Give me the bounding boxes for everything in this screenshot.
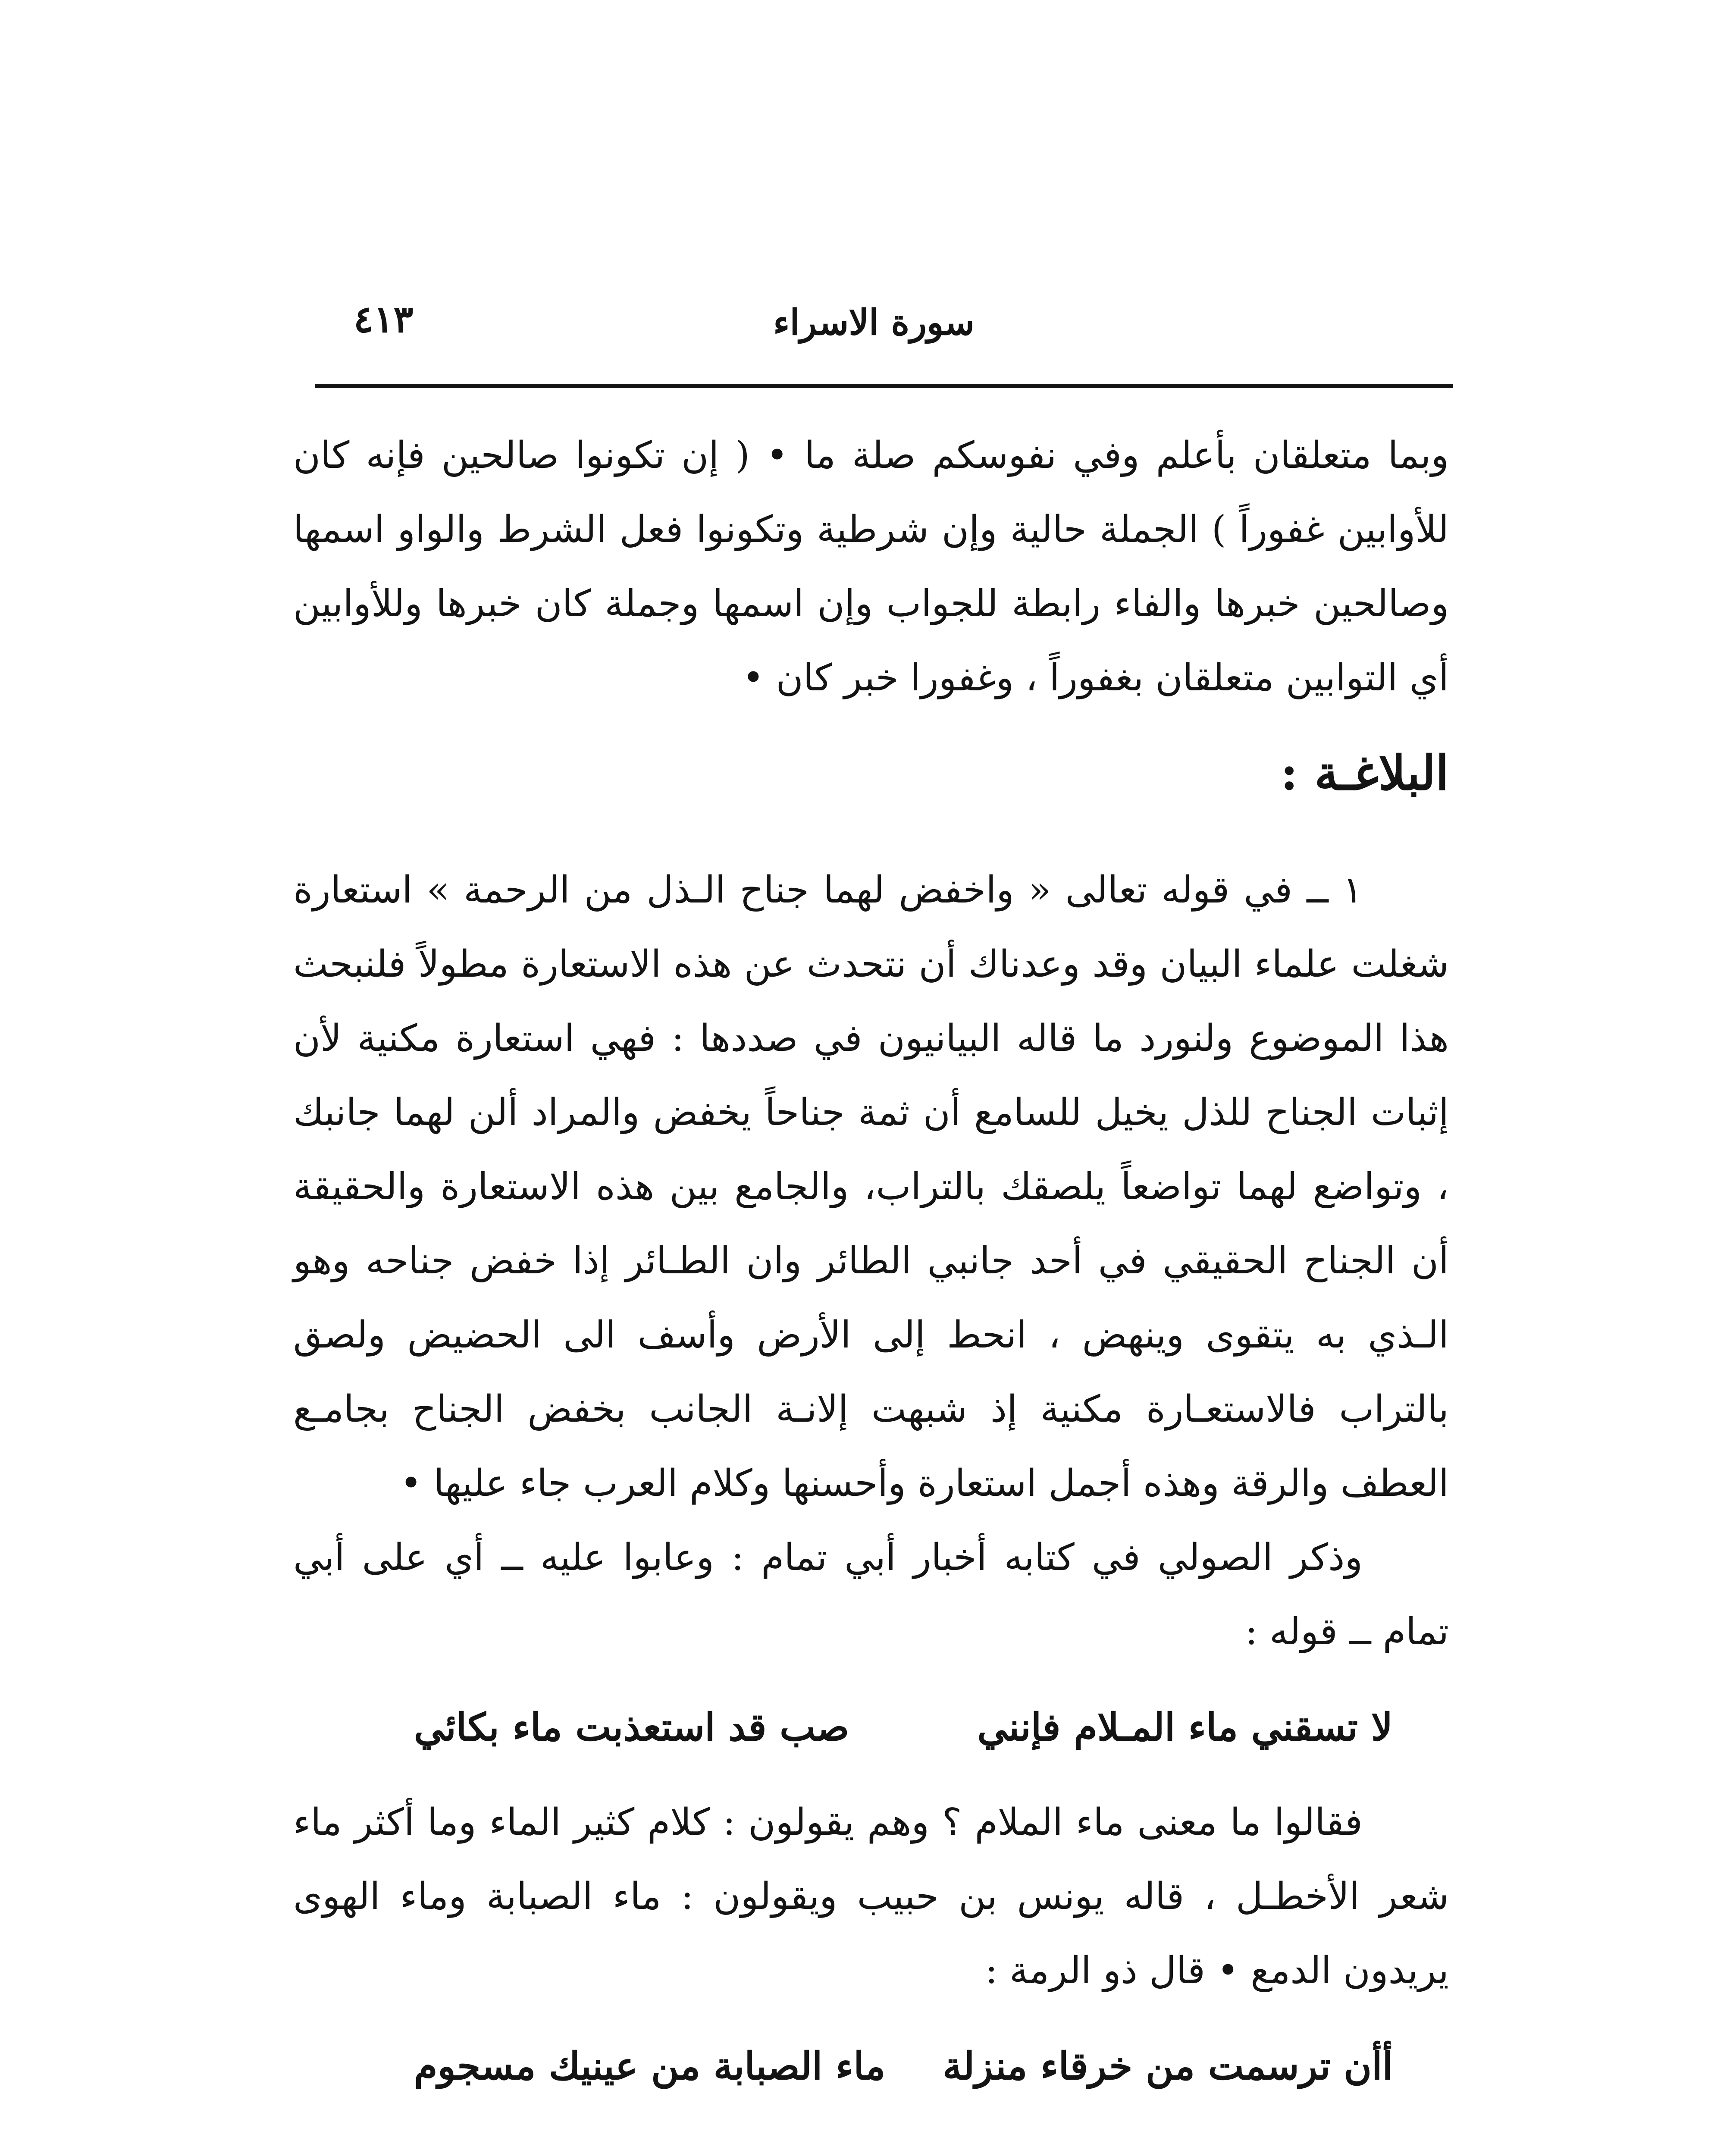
section-heading: البلاغـة :	[1280, 745, 1449, 801]
verse-1-first-hemistich: لا تسقني ماء المـلام فإنني	[977, 1705, 1393, 1749]
header-rule	[315, 384, 1453, 388]
verse-line-2	[293, 2025, 1449, 2107]
surah-title: سورة الاسراء	[773, 302, 975, 343]
page-header	[315, 285, 1453, 371]
verse-line-1	[293, 1686, 1449, 1768]
page-number: ٤١٣	[354, 298, 414, 341]
qalu-paragraph: فقالوا ما معنى ماء الملام ؟ وهم يقولون : كلام كثير الماء وما أكثر ماء شعر الأخطـل ، قاله يونس بن حبيب ويقولون : ماء الصبابة وماء الهوى يريدون الدمع • قال ذو الرمة :	[293, 1801, 1449, 1992]
verse-2-second-hemistich: ماء الصبابة من عينيك مسجوم	[414, 2043, 886, 2088]
suli-paragraph: وذكر الصولي في كتابه أخبار أبي تمام : وعابوا عليه ــ أي على أبي تمام ــ قوله :	[293, 1536, 1449, 1653]
verse-2-first-hemistich: أأن ترسمت من خرقاء منزلة	[943, 2043, 1393, 2088]
verse-1-second-hemistich: صب قد استعذبت ماء بكائي	[414, 1705, 849, 1749]
balagha-paragraph: ١ ــ في قوله تعالى « واخفض لهما جناح الـذل من الرحمة » استعارة شغلت علماء البيان وقد وعدناك أن نتحدث عن هذه الاستعارة مطولاً فلنبحث هذا الموضوع ولنورد ما قاله البيانيون في صددها : فهي استعارة مكنية لأن إثبات الجناح للذل يخيل للسامع أن ثمة جناحاً يخفض والمراد ألن لهما جانبك ، وتواضع لهما تواضعاً يلصقك بالتراب، والجامع بين هذه الاستعارة والحقيقة أن الجناح الحقيقي في أحد جانبي الطائر وان الطـائر إذا خفض جناحه وهو الـذي به يتقوى وينهض ، انحط إلى الأرض وأسف الى الحضيض ولصق بالتراب فالاستعـارة مكنية إذ شبهت إلانـة الجانب بخفض الجناح بجامـع العطف والرقة وهذه أجمل استعارة وأحسنها وكلام العرب جاء عليها •	[293, 868, 1449, 1505]
page-body	[293, 418, 1449, 2124]
intro-paragraph: وبما متعلقان بأعلم وفي نفوسكم صلة ما • ( إن تكونوا صالحين فإنه كان للأوابين غفوراً ) الجملة حالية وإن شرطية وتكونوا فعل الشرط والواو اسمها وصالحين خبرها والفاء رابطة للجواب وإن اسمها وجملة كان خبرها وللأوابين أي التوابين متعلقان بغفوراً ، وغفورا خبر كان •	[293, 434, 1449, 699]
